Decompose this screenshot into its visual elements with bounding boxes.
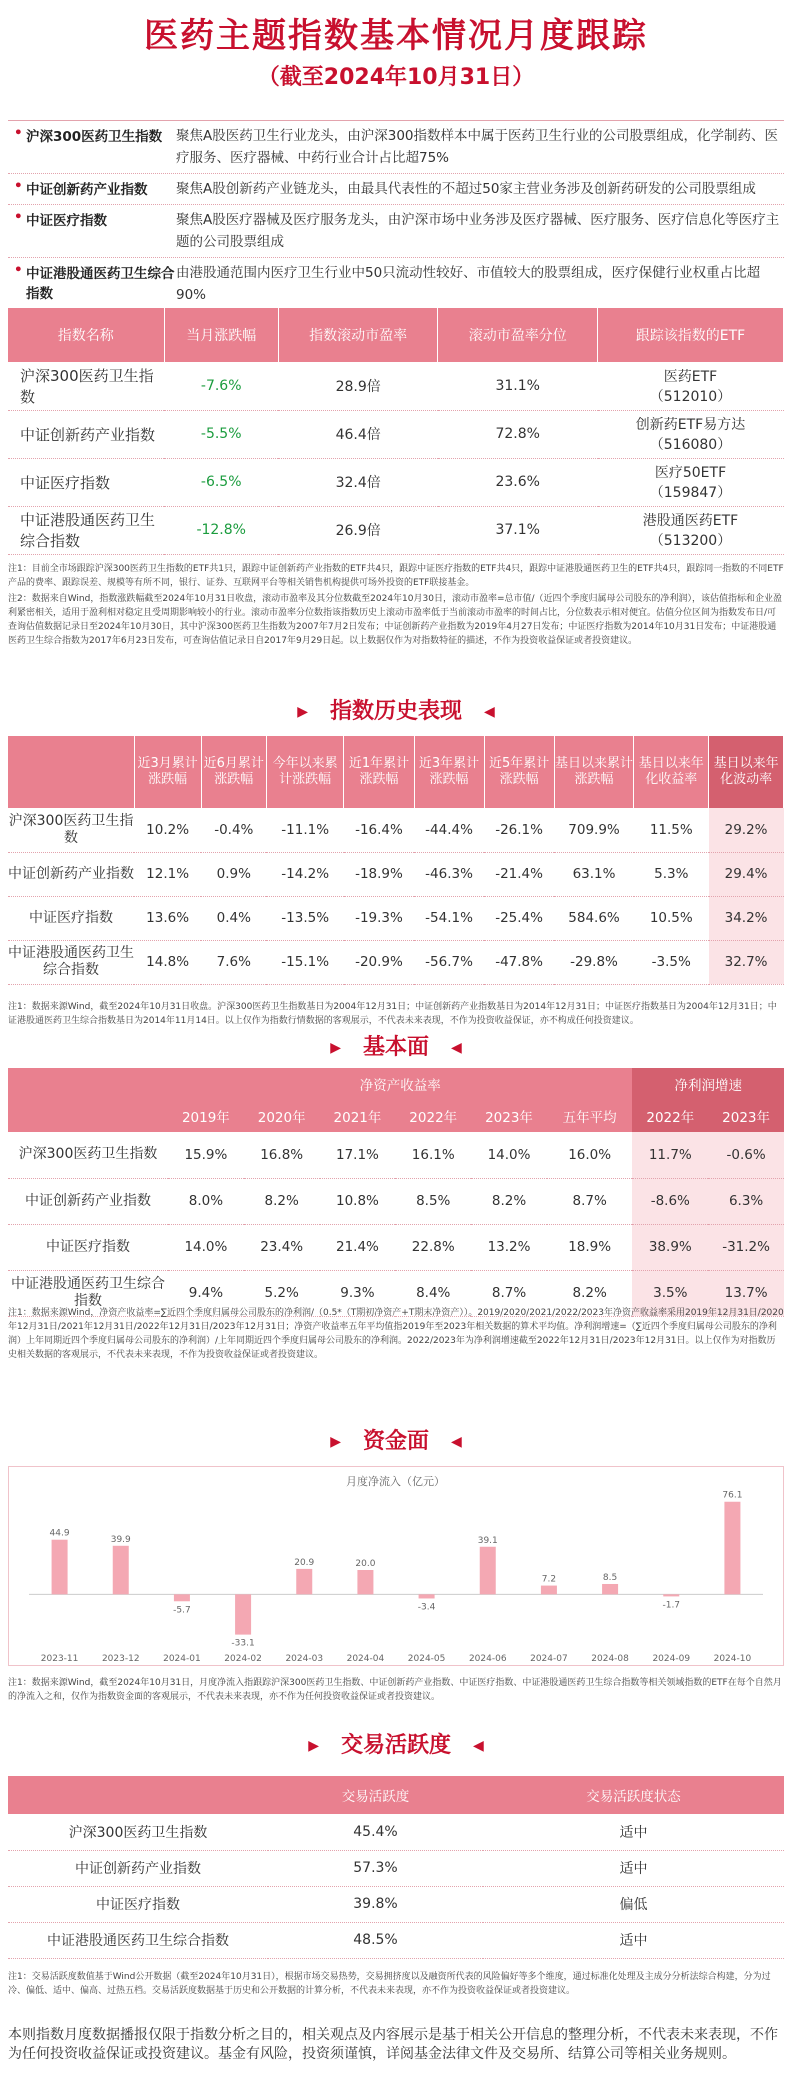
- arrow-right-icon: ▶: [308, 1738, 319, 1754]
- index-name: 沪深300医药卫生指数: [8, 1814, 268, 1850]
- tick-label: 2024-01: [163, 1654, 201, 1664]
- value-cell: 22.8%: [395, 1224, 471, 1270]
- activity-table: [8, 1776, 784, 1959]
- value-cell: 8.0%: [168, 1178, 244, 1224]
- value-cell: 7.6%: [201, 940, 266, 984]
- note-flows: 注1：数据来源Wind，截至2024年10月31日，月度净流入指跟踪沪深300医药卫生指数、中证创新药产业指数、中证医疗指数、中证港股通医药卫生综合指数等相关领域指数的ETF在每个自然月的净流入之和，仅作为指数资金面的客观展示，不代表未来表现，亦不作为任何投资收益保证或者投资建议。: [8, 1678, 782, 1702]
- value-cell: 709.9%: [554, 808, 634, 852]
- value-cell: 8.4%: [395, 1270, 471, 1316]
- value-cell: 16.8%: [244, 1132, 320, 1178]
- value-cell: -19.3%: [344, 896, 414, 940]
- value-cell: -0.4%: [201, 808, 266, 852]
- value-cell: 14.0%: [471, 1132, 547, 1178]
- value-cell: 15.9%: [168, 1132, 244, 1178]
- desc-text: 由港股通范围内医疗卫生行业中50只流动性较好、市值较大的股票组成，医疗保健行业权重占比超90%: [176, 265, 761, 303]
- bar: [52, 1540, 68, 1595]
- col-header: [8, 1776, 268, 1814]
- fund-flow-chart: [8, 1466, 784, 1666]
- value-cell: -8.6%: [632, 1178, 708, 1224]
- desc-name: • 中证创新药产业指数: [8, 178, 176, 200]
- arrow-left-icon: ◀: [484, 704, 495, 720]
- arrow-right-icon: ▶: [330, 1434, 341, 1450]
- activity-value: 39.8%: [268, 1886, 483, 1922]
- data-label: 44.9: [49, 1528, 70, 1539]
- value-cell: 21.4%: [320, 1224, 396, 1270]
- value-cell: 6.3%: [708, 1178, 784, 1224]
- value-cell: 14.0%: [168, 1224, 244, 1270]
- value-cell: 8.2%: [244, 1178, 320, 1224]
- data-label: 7.2: [541, 1574, 557, 1585]
- monthly-change: -12.8%: [164, 506, 278, 554]
- value-cell: 29.2%: [709, 808, 784, 852]
- value-cell: 34.2%: [709, 896, 784, 940]
- desc-name: • 沪深300医药卫生指数: [8, 125, 176, 169]
- value-cell: -11.1%: [266, 808, 344, 852]
- desc-text: 聚焦A股医疗器械及医疗服务龙头，由沪深市场中业务涉及医疗器械、医疗服务、医疗信息化等医疗主题的公司股票组成: [176, 212, 780, 250]
- value-cell: 5.2%: [244, 1270, 320, 1316]
- data-label: 20.9: [294, 1557, 315, 1568]
- index-name: 中证港股通医药卫生综合指数: [8, 1922, 268, 1958]
- value-cell: 38.9%: [632, 1224, 708, 1270]
- col-header: 基日以来年化波动率: [709, 736, 784, 808]
- value-cell: -25.4%: [484, 896, 554, 940]
- tick-label: 2024-08: [591, 1654, 629, 1664]
- table-row: [8, 1178, 784, 1224]
- note-activity: 注1：交易活跃度数值基于Wind公开数据（截至2024年10月31日），根据市场交易热势，交易拥挤度以及融资所代表的风险偏好等多个维度，通过标准化处理及主成分分析法综合构建，分为过冷、偏低、适中、偏高、过热五档。交易活跃度数据基于历史和公开数据的计算分析，不代表未来表现，亦不作为投资收益保证或者投资建议。: [8, 1972, 771, 1996]
- col-header: 交易活跃度: [268, 1776, 483, 1814]
- value-cell: 14.8%: [134, 940, 201, 984]
- group-header-growth: 净利润增速: [632, 1068, 784, 1100]
- data-label: 76.1: [722, 1490, 743, 1501]
- bar: [663, 1594, 679, 1596]
- col-header: 近3年累计涨跌幅: [414, 736, 484, 808]
- value-cell: 584.6%: [554, 896, 634, 940]
- value-cell: -20.9%: [344, 940, 414, 984]
- bar: [602, 1584, 618, 1594]
- value-cell: 13.2%: [471, 1224, 547, 1270]
- data-label: -1.7: [662, 1600, 681, 1611]
- bar: [174, 1594, 190, 1601]
- etf-cell: [598, 506, 784, 554]
- etf-code: （159847）: [649, 485, 732, 501]
- table-row: [8, 1922, 784, 1958]
- fund-flow-svg: [9, 1467, 783, 1665]
- etf-name: 港股通医药ETF: [642, 513, 739, 529]
- data-label: 39.1: [477, 1535, 498, 1546]
- value-cell: 0.4%: [201, 896, 266, 940]
- section-fundamentals: [0, 1030, 792, 1061]
- value-cell: 17.1%: [320, 1132, 396, 1178]
- data-label: -5.7: [173, 1605, 191, 1616]
- empty-header: [8, 1068, 168, 1132]
- pe-percentile: 31.1%: [438, 362, 598, 410]
- value-cell: 13.7%: [708, 1270, 784, 1316]
- note-fundamentals: 注1：数据来源Wind，净资产收益率=∑近四个季度归属母公司股东的净利润/（0.5*（T期初净资产+T期末净资产））。2019/2020/2021/2022/2023年净资产收益率采用2019年12月31日/2020年12月31日/2021年12月31日/2022年12月31日/2023年12月31日；净资产收益率五年平均值指2019年至2023年相关数据的算术平均值。净利润增速=（∑近四个季度归属母公司股东的净利润）上年同期近四个季度归属母公司股东的净利润）/上年同期近四个季度归属母公司股东的净利润。2022/2023年为净利润增速截至2022年12月31日/2023年12月31日。以上仅作为对指数历史相关数据的客观展示，不代表未来表现，不作为投资收益保证或者投资建议。: [8, 1308, 784, 1360]
- fundamentals-table: [8, 1068, 784, 1317]
- monthly-change: -6.5%: [164, 458, 278, 506]
- pe-percentile: 37.1%: [438, 506, 598, 554]
- value-cell: 12.1%: [134, 852, 201, 896]
- index-name: 中证创新药产业指数: [8, 1178, 168, 1224]
- tick-label: 2024-05: [407, 1654, 446, 1664]
- section-history: [0, 694, 792, 725]
- col-header: 当月涨跌幅: [164, 308, 278, 362]
- section-title: 基本面: [362, 1035, 429, 1060]
- arrow-left-icon: ◀: [451, 1434, 462, 1450]
- table-row: [8, 1814, 784, 1850]
- bar: [724, 1502, 740, 1595]
- tick-label: 2024-04: [346, 1654, 385, 1664]
- desc-text: 聚焦A股创新药产业链龙头，由最具代表性的不超过50家主营业务涉及创新药研发的公司股票组成: [176, 181, 756, 197]
- activity-status: 偏低: [483, 1886, 784, 1922]
- data-label: 8.5: [602, 1572, 618, 1583]
- table-row: [8, 1886, 784, 1922]
- value-cell: 63.1%: [554, 852, 634, 896]
- history-table: [8, 736, 784, 985]
- col-header: 2022年: [632, 1100, 708, 1132]
- arrow-right-icon: ▶: [297, 704, 308, 720]
- desc-row: [8, 205, 784, 258]
- col-header: 近6月累计涨跌幅: [201, 736, 266, 808]
- etf-code: （516080）: [649, 437, 732, 453]
- value-cell: 3.5%: [632, 1270, 708, 1316]
- desc-row: [8, 121, 784, 174]
- index-name: 中证创新药产业指数: [8, 852, 134, 896]
- arrow-right-icon: ▶: [330, 1040, 341, 1056]
- rolling-pe: 28.9倍: [278, 362, 438, 410]
- etf-code: （513200）: [649, 533, 732, 549]
- tick-label: 2023-11: [40, 1654, 79, 1664]
- section-activity: [0, 1728, 792, 1759]
- value-cell: 9.3%: [320, 1270, 396, 1316]
- tick-label: 2024-03: [285, 1654, 324, 1664]
- data-label: 20.0: [355, 1559, 376, 1569]
- col-header: 2022年: [395, 1100, 471, 1132]
- index-descriptions: [8, 120, 784, 311]
- note-history: 注1：数据来源Wind，截至2024年10月31日收盘。沪深300医药卫生指数基日为2004年12月31日；中证创新药产业指数基日为2014年12月31日；中证医疗指数基日为2004年12月31日；中证港股通医药卫生综合指数基日为2014年11月14日。以上仅作为指数行情数据的客观展示，不代表未来表现，不作为投资收益保证，亦不构成任何投资建议。: [8, 1002, 777, 1026]
- value-cell: -18.9%: [344, 852, 414, 896]
- table-row: [8, 1850, 784, 1886]
- value-cell: 0.9%: [201, 852, 266, 896]
- col-header: 今年以来累计涨跌幅: [266, 736, 344, 808]
- value-cell: -14.2%: [266, 852, 344, 896]
- section-flows: [0, 1424, 792, 1455]
- activity-value: 45.4%: [268, 1814, 483, 1850]
- etf-cell: [598, 362, 784, 410]
- page-title: 医药主题指数基本情况月度跟踪: [144, 16, 648, 56]
- tick-label: 2024-02: [224, 1654, 262, 1664]
- value-cell: 8.7%: [471, 1270, 547, 1316]
- table-row: [8, 896, 784, 940]
- pe-percentile: 23.6%: [438, 458, 598, 506]
- value-cell: 29.4%: [709, 852, 784, 896]
- value-cell: -54.1%: [414, 896, 484, 940]
- value-cell: 16.1%: [395, 1132, 471, 1178]
- value-cell: 8.7%: [547, 1178, 633, 1224]
- col-header: 基日以来年化收益率: [634, 736, 709, 808]
- bar: [480, 1547, 496, 1595]
- desc-row: [8, 258, 784, 311]
- col-header: 基日以来累计涨跌幅: [554, 736, 634, 808]
- value-cell: 11.7%: [632, 1132, 708, 1178]
- etf-name: 创新药ETF易方达: [635, 417, 746, 433]
- value-cell: 8.5%: [395, 1178, 471, 1224]
- value-cell: 10.8%: [320, 1178, 396, 1224]
- etf-code: （512010）: [649, 388, 732, 405]
- section-title: 交易活跃度: [340, 1733, 451, 1758]
- bar: [541, 1586, 557, 1595]
- col-header: 2019年: [168, 1100, 244, 1132]
- index-name: 沪深300医药卫生指数: [8, 1132, 168, 1178]
- table-row: [8, 362, 784, 410]
- value-cell: 13.6%: [134, 896, 201, 940]
- rolling-pe: 26.9倍: [278, 506, 438, 554]
- table-row: [8, 852, 784, 896]
- tick-label: 2024-10: [713, 1654, 752, 1664]
- col-header: 近3月累计涨跌幅: [134, 736, 201, 808]
- index-name: 沪深300医药卫生指数: [8, 362, 164, 410]
- bar: [357, 1570, 373, 1594]
- activity-status: 适中: [483, 1922, 784, 1958]
- col-header: 五年平均: [547, 1100, 633, 1132]
- value-cell: 23.4%: [244, 1224, 320, 1270]
- value-cell: 32.7%: [709, 940, 784, 984]
- index-name: 中证医疗指数: [8, 896, 134, 940]
- tick-label: 2023-12: [101, 1654, 140, 1664]
- table-row: [8, 940, 784, 984]
- activity-status: 适中: [483, 1850, 784, 1886]
- etf-name: 医疗50ETF: [654, 465, 727, 481]
- value-cell: -16.4%: [344, 808, 414, 852]
- index-name: 中证创新药产业指数: [8, 1850, 268, 1886]
- section-title: 指数历史表现: [329, 699, 462, 724]
- value-cell: -46.3%: [414, 852, 484, 896]
- page-subtitle: （截至2024年10月31日）: [257, 65, 535, 90]
- value-cell: -13.5%: [266, 896, 344, 940]
- desc-name: • 中证港股通医药卫生综合指数: [8, 262, 176, 306]
- table-row: [8, 410, 784, 458]
- col-header: 近1年累计涨跌幅: [344, 736, 414, 808]
- index-name: 中证医疗指数: [8, 1886, 268, 1922]
- overview-table: [8, 308, 784, 555]
- disclaimer: 本则指数月度数据播报仅限于指数分析之目的，相关观点及内容展示是基于相关公开信息的整理分析，不代表未来表现，不作为任何投资收益保证或投资建议。基金有风险，投资须谨慎，详阅基金法律文件及交易所、结算公司等相关业务规则。: [8, 2027, 778, 2062]
- value-cell: 5.3%: [634, 852, 709, 896]
- index-name: 中证港股通医药卫生综合指数: [8, 506, 164, 554]
- rolling-pe: 32.4倍: [278, 458, 438, 506]
- bar: [296, 1569, 312, 1594]
- monthly-change: -5.5%: [164, 410, 278, 458]
- data-label: 39.9: [110, 1534, 131, 1545]
- bar: [113, 1546, 129, 1595]
- activity-status: 适中: [483, 1814, 784, 1850]
- value-cell: -29.8%: [554, 940, 634, 984]
- value-cell: -15.1%: [266, 940, 344, 984]
- value-cell: 8.2%: [471, 1178, 547, 1224]
- index-name: 沪深300医药卫生指数: [8, 808, 134, 852]
- col-header: [8, 736, 134, 808]
- value-cell: 8.2%: [547, 1270, 633, 1316]
- activity-value: 48.5%: [268, 1922, 483, 1958]
- col-header: 2020年: [244, 1100, 320, 1132]
- col-header: 交易活跃度状态: [483, 1776, 784, 1814]
- index-name: 中证港股通医药卫生综合指数: [8, 940, 134, 984]
- value-cell: 10.5%: [634, 896, 709, 940]
- col-header: 滚动市盈率分位: [438, 308, 598, 362]
- activity-value: 57.3%: [268, 1850, 483, 1886]
- table-row: [8, 1132, 784, 1178]
- value-cell: -0.6%: [708, 1132, 784, 1178]
- etf-cell: [598, 410, 784, 458]
- value-cell: -26.1%: [484, 808, 554, 852]
- col-header: 2021年: [320, 1100, 396, 1132]
- arrow-left-icon: ◀: [451, 1040, 462, 1056]
- col-header: 2023年: [471, 1100, 547, 1132]
- value-cell: -47.8%: [484, 940, 554, 984]
- index-name: 中证创新药产业指数: [8, 410, 164, 458]
- tick-label: 2024-09: [652, 1654, 691, 1664]
- data-label: -3.4: [417, 1602, 436, 1613]
- monthly-change: -7.6%: [164, 362, 278, 410]
- bar: [419, 1594, 435, 1598]
- value-cell: 9.4%: [168, 1270, 244, 1316]
- rolling-pe: 46.4倍: [278, 410, 438, 458]
- etf-name: 医药ETF: [663, 368, 718, 385]
- col-header: 指数名称: [8, 308, 164, 362]
- value-cell: -21.4%: [484, 852, 554, 896]
- value-cell: 16.0%: [547, 1132, 633, 1178]
- index-name: 中证医疗指数: [8, 1224, 168, 1270]
- col-header: 近5年累计涨跌幅: [484, 736, 554, 808]
- section-title: 资金面: [362, 1429, 429, 1454]
- group-header-roe: 净资产收益率: [168, 1068, 632, 1100]
- value-cell: -56.7%: [414, 940, 484, 984]
- table-row: [8, 1224, 784, 1270]
- table-row: [8, 506, 784, 554]
- col-header: 2023年: [708, 1100, 784, 1132]
- tick-label: 2024-07: [530, 1654, 568, 1664]
- table-row: [8, 808, 784, 852]
- col-header: 跟踪该指数的ETF: [598, 308, 784, 362]
- table-row: [8, 458, 784, 506]
- bar: [235, 1594, 251, 1634]
- index-name: 中证医疗指数: [8, 458, 164, 506]
- value-cell: 18.9%: [547, 1224, 633, 1270]
- desc-text: 聚焦A股医药卫生行业龙头，由沪深300指数样本中属于医药卫生行业的公司股票组成，化学制药、医疗服务、医疗器械、中药行业合计占比超75%: [176, 128, 779, 166]
- col-header: 指数滚动市盈率: [278, 308, 438, 362]
- value-cell: -3.5%: [634, 940, 709, 984]
- desc-row: [8, 174, 784, 205]
- arrow-left-icon: ◀: [473, 1738, 484, 1754]
- chart-title: 月度净流入（亿元）: [346, 1475, 445, 1488]
- value-cell: 11.5%: [634, 808, 709, 852]
- desc-name: • 中证医疗指数: [8, 209, 176, 253]
- value-cell: -31.2%: [708, 1224, 784, 1270]
- tick-label: 2024-06: [468, 1654, 507, 1664]
- note-valuation: 注2：数据来自Wind，指数涨跌幅截至2024年10月31日收盘，滚动市盈率及其分位数截至2024年10月30日，滚动市盈率=总市值/（近四个季度归属母公司股东的净利润），该估值指标和企业盈利紧密相关，适用于盈利相对稳定且受周期影响较小的行业。滚动市盈率分位数指该指数历史上滚动市盈率低于当前滚动市盈率的时间占比，分位数表示相对便宜。估值分位区间为指数发布日/可查询估值数据记录日至2024年10月30日，其中沪深300医药卫生指数为2007年7月2日发布；中证创新药产业指数为2019年4月27日发布；中证医疗指数为2014年10月31日发布；中证港股通医药卫生综合指数为2017年6月23日发布，可查询估值记录日自2017年9月29日起。以上数据仅作为对指数特征的描述，不作为投资收益保证或者投资建议。: [8, 594, 783, 646]
- etf-cell: [598, 458, 784, 506]
- index-name: 中证港股通医药卫生综合指数: [8, 1270, 168, 1316]
- note-etf: 注1：目前全市场跟踪沪深300医药卫生指数的ETF共1只，跟踪中证创新药产业指数的ETF共4只，跟踪中证医疗指数的ETF共4只，跟踪中证港股通医药卫生的ETF共4只，跟踪同一指数的不同ETF产品的费率、跟踪误差、规模等有所不同，银行、证券、互联网平台等相关销售机构提供可场外投资的ETF联接基金。: [8, 564, 784, 588]
- pe-percentile: 72.8%: [438, 410, 598, 458]
- value-cell: 10.2%: [134, 808, 201, 852]
- value-cell: -44.4%: [414, 808, 484, 852]
- data-label: -33.1: [231, 1638, 255, 1649]
